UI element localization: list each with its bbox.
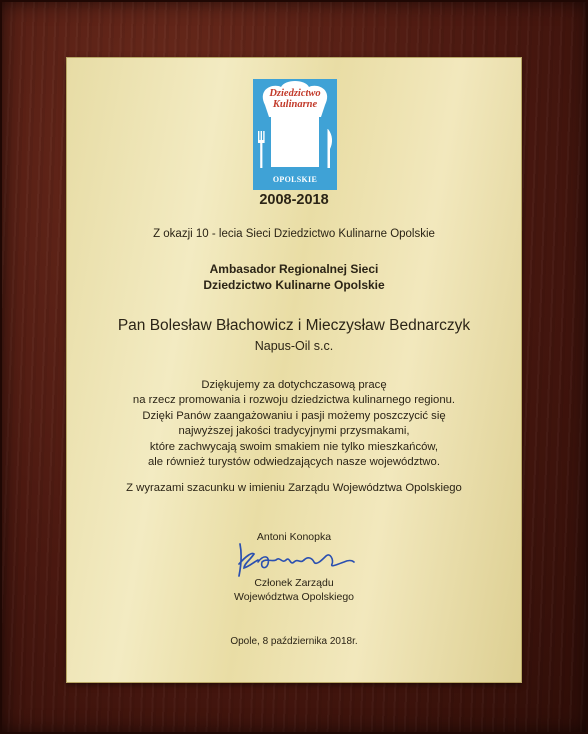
regards-text: Z wyrazami szacunku w imieniu Zarządu Województwa Opolskiego — [126, 482, 462, 494]
thanks-line: na rzecz promowania i rozwoju dziedzictwa kulinarnego regionu. — [132, 394, 456, 407]
handwritten-signature — [232, 538, 357, 580]
award-title — [67, 261, 521, 293]
place-and-date: Opole, 8 października 2018r. — [230, 636, 358, 647]
signatory-role-line2: Województwa Opolskiego — [233, 591, 355, 603]
thanks-line: Dziękujemy za dotychczasową pracę — [201, 379, 387, 391]
gold-plate — [67, 58, 521, 682]
logo-title-line1: Dziedzictwo — [269, 88, 321, 99]
thanks-line: najwyższej jakości tradycyjnymi przysmakami, — [178, 425, 410, 438]
signatory-role — [67, 576, 521, 604]
thanks-paragraph — [67, 378, 521, 470]
logo-region: OPOLSKIE — [272, 175, 318, 184]
award-title-line2: Dziedzictwo Kulinarne Opolskie — [203, 278, 385, 292]
anniversary-years: 2008-2018 — [259, 192, 329, 208]
signatory-name: Antoni Konopka — [256, 531, 332, 543]
thanks-line: Dzięki Panów zaangażowaniu i pasji możemy poszczycić się — [142, 409, 446, 422]
thanks-line: które zachwycają swoim smakiem nie tylko mieszkańców, — [149, 440, 439, 453]
award-title-line1: Ambasador Regionalnej Sieci — [209, 262, 379, 276]
signatory-role-line1: Członek Zarządu — [254, 577, 334, 589]
dziedzictwo-kulinarne-logo — [253, 79, 337, 190]
logo-title-line2: Kulinarne — [272, 99, 318, 110]
occasion-text: Z okazji 10 - lecia Sieci Dziedzictwo Kulinarne Opolskie — [153, 228, 435, 240]
recipients-names: Pan Bolesław Błachowicz i Mieczysław Bednarczyk — [117, 317, 471, 334]
company-name: Napus-Oil s.c. — [254, 339, 334, 353]
thanks-line: ale również turystów odwiedzających nasze województwo. — [148, 456, 440, 469]
